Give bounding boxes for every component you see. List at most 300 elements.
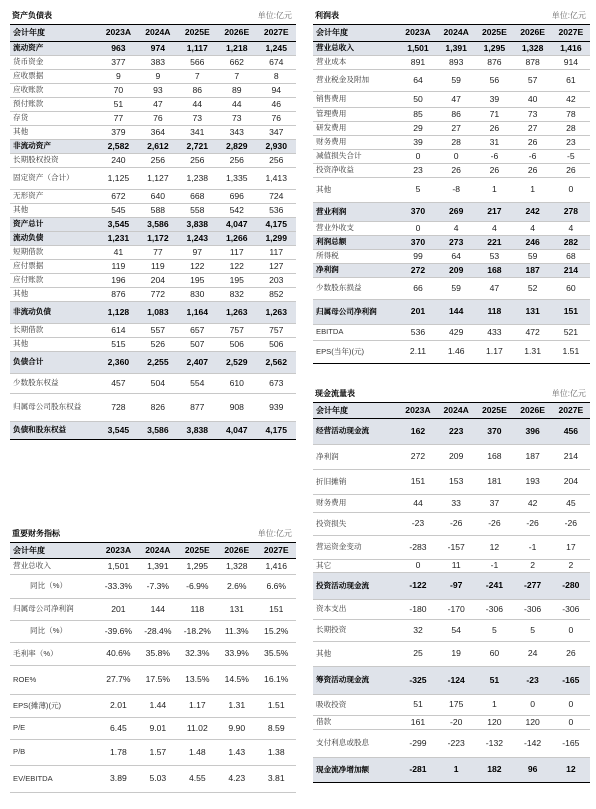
table-row [10,154,296,168]
cell-value: 4.23 [217,766,256,793]
table-row [313,264,590,278]
cell-value: 37 [475,495,513,513]
income-statement-panel [313,6,590,364]
cell-value: 27 [437,122,475,136]
cell-value: 3,586 [138,422,177,440]
cell-value: 175 [437,695,475,716]
table-row [10,246,296,260]
row-label: 少数股东权益 [10,374,99,394]
cell-value: 278 [552,203,590,222]
cell-value: -306 [514,600,552,620]
cell-value: 117 [256,246,296,260]
row-label: 资本支出 [313,600,399,620]
header-year: 2027E [256,543,296,559]
table-row [313,667,590,695]
cell-value: 73 [514,108,552,122]
cell-value: -6 [514,150,552,164]
cell-value: 893 [437,56,475,70]
cell-value: 204 [138,274,177,288]
table-row [313,716,590,730]
cell-value: 2,721 [178,140,217,154]
cell-value: 59 [437,70,475,92]
cell-value: 504 [138,374,177,394]
cell-value: 193 [514,470,552,495]
cell-value: 42 [514,495,552,513]
table-row [313,203,590,222]
header-label: 会计年度 [10,25,99,42]
row-label: 其他 [10,338,99,352]
cell-value: 26 [552,642,590,667]
row-label: 长期投资 [313,620,399,642]
row-label: EV/EBITDA [10,766,99,793]
cell-value: 52 [514,278,552,300]
cell-value: 214 [552,445,590,470]
cell-value: 3,545 [99,422,138,440]
cell-value: 26 [475,122,513,136]
cell-value: 506 [217,338,256,352]
cell-value: 370 [399,203,437,222]
financial-ratios-title: 重要财务指标 [12,529,60,538]
row-label: 其它 [313,560,399,573]
table-row [10,666,296,695]
cell-value: 46 [256,98,296,112]
cell-value: -26 [514,513,552,536]
row-label: 归属母公司净利润 [10,599,99,621]
cell-value: 364 [138,126,177,140]
cell-value: 6.6% [256,575,296,599]
cell-value: 852 [256,288,296,302]
cell-value: 256 [138,154,177,168]
row-label: 折旧摊销 [313,470,399,495]
cell-value: 908 [217,394,256,422]
cell-value: 0 [552,716,590,730]
cell-value: 2.01 [99,695,138,718]
cell-value: 1 [475,695,513,716]
row-label: 净利润 [313,445,399,470]
table-row [313,695,590,716]
cell-value: -241 [475,573,513,600]
cash-flow-table [313,402,590,783]
row-label: 固定资产（合计） [10,168,99,190]
header-year: 2024A [138,543,177,559]
cell-value: 557 [138,324,177,338]
header-year: 2023A [99,25,138,42]
cell-value: 51 [475,667,513,695]
cell-value: 26 [552,164,590,178]
cell-value: 31 [475,136,513,150]
cell-value: 1,335 [217,168,256,190]
cell-value: 209 [437,445,475,470]
cell-value: 891 [399,56,437,70]
cell-value: 54 [437,620,475,642]
cell-value: 1,413 [256,168,296,190]
table-row [313,178,590,203]
cell-value: 383 [138,56,177,70]
row-label: 应付票据 [10,260,99,274]
table-row [313,236,590,250]
cell-value: 246 [514,236,552,250]
cell-value: 153 [437,470,475,495]
balance-sheet-table [10,24,296,440]
cell-value: 724 [256,190,296,204]
cell-value: 1,164 [178,302,217,324]
cell-value: 2,930 [256,140,296,154]
cell-value: -306 [552,600,590,620]
cell-value: 17.5% [138,666,177,695]
cell-value: 1,328 [217,559,256,575]
cell-value: 672 [99,190,138,204]
row-label: 净利润 [313,264,399,278]
ratios-column-header [10,543,296,559]
cell-value: 151 [399,470,437,495]
cell-value: 168 [475,445,513,470]
cell-value: -23 [399,513,437,536]
row-label: 财务费用 [313,136,399,150]
cell-value: 16.1% [256,666,296,695]
cell-value: 1.51 [552,341,590,364]
cell-value: 8 [256,70,296,84]
cell-value: 0 [399,560,437,573]
cell-value: 1,245 [256,42,296,56]
cell-value: 1,501 [399,42,437,56]
income-statement-title: 利润表 [315,11,339,20]
cell-value: 558 [178,204,217,218]
cell-value: 17 [552,536,590,560]
cell-value: 7 [178,70,217,84]
row-label: 现金流净增加额 [313,758,399,783]
financial-ratios-unit: 单位:亿元 [257,529,292,538]
cell-value: 240 [99,154,138,168]
cell-value: 122 [217,260,256,274]
cell-value: 4 [514,222,552,236]
cell-value: 64 [437,250,475,264]
cell-value: 1,416 [256,559,296,575]
cell-value: 347 [256,126,296,140]
cell-value: -283 [399,536,437,560]
row-label: 营业外收支 [313,222,399,236]
cell-value: 96 [514,758,552,783]
cell-value: 963 [99,42,138,56]
cell-value: -132 [475,730,513,758]
table-row [10,374,296,394]
cell-value: -5 [552,150,590,164]
cell-value: 28 [437,136,475,150]
cell-value: -6 [475,150,513,164]
cell-value: 13.5% [178,666,217,695]
table-row [10,260,296,274]
row-label: P/E [10,718,99,740]
cell-value: 876 [99,288,138,302]
cell-value: 73 [178,112,217,126]
table-row [10,338,296,352]
balance-sheet-unit: 单位:亿元 [257,11,292,20]
cell-value: 3,838 [178,218,217,232]
cell-value: 201 [99,599,138,621]
row-label: 其他 [10,288,99,302]
cell-value: -306 [475,600,513,620]
cell-value: 11.02 [178,718,217,740]
cell-value: 3.89 [99,766,138,793]
table-row [10,126,296,140]
cell-value: 696 [217,190,256,204]
cell-value: 1,263 [217,302,256,324]
cell-value: 144 [437,300,475,325]
cell-value: 472 [514,325,552,341]
row-label: 应收账款 [10,84,99,98]
cell-value: 120 [475,716,513,730]
cell-value: 144 [138,599,177,621]
cell-value: 4.55 [178,766,217,793]
cell-value: 5 [399,178,437,203]
row-label: 流动负债 [10,232,99,246]
cell-value: -33.3% [99,575,138,599]
cell-value: -280 [552,573,590,600]
row-label: 负债和股东权益 [10,422,99,440]
cell-value: 256 [178,154,217,168]
cash-flow-title: 现金流量表 [315,389,355,398]
cell-value: 9.90 [217,718,256,740]
cell-value: 668 [178,190,217,204]
cell-value: 256 [217,154,256,168]
cell-value: 1,238 [178,168,217,190]
header-label: 会计年度 [313,403,399,419]
cell-value: 1,328 [514,42,552,56]
table-row [313,150,590,164]
table-row [10,621,296,643]
cell-value: 9 [99,70,138,84]
cell-value: 61 [552,70,590,92]
row-label: 预付账款 [10,98,99,112]
cell-value: -20 [437,716,475,730]
cell-value: 1,218 [217,42,256,56]
cell-value: 877 [178,394,217,422]
cell-value: 1.17 [178,695,217,718]
cell-value: 1.48 [178,740,217,766]
cell-value: 242 [514,203,552,222]
cell-value: 1,501 [99,559,138,575]
table-row [313,513,590,536]
cell-value: 2 [514,560,552,573]
cell-value: 826 [138,394,177,422]
row-label: 同比（%） [10,575,99,599]
cell-value: 187 [514,264,552,278]
cell-value: 772 [138,288,177,302]
table-row [313,419,590,445]
cell-value: 78 [552,108,590,122]
row-label: 归属母公司净利润 [313,300,399,325]
cell-value: 2,612 [138,140,177,154]
cell-value: -180 [399,600,437,620]
cell-value: 566 [178,56,217,70]
cell-value: 1,299 [256,232,296,246]
cell-value: 457 [99,374,138,394]
table-row [10,740,296,766]
cell-value: 27.7% [99,666,138,695]
income-statement-header [313,6,590,24]
cell-value: 0 [514,695,552,716]
table-row [313,278,590,300]
cell-value: 99 [399,250,437,264]
cell-value: 51 [399,695,437,716]
header-year: 2024A [437,25,475,42]
cell-value: 1,128 [99,302,138,324]
cell-value: 506 [256,338,296,352]
row-label: EPS(摊薄)(元) [10,695,99,718]
header-year: 2023A [399,403,437,419]
cell-value: 59 [514,250,552,264]
cell-value: 757 [256,324,296,338]
cell-value: 536 [399,325,437,341]
table-row [10,324,296,338]
table-row [10,422,296,440]
row-label: 营业总收入 [313,42,399,56]
table-row [313,56,590,70]
row-label: 货币资金 [10,56,99,70]
cell-value: 94 [256,84,296,98]
cell-value: 131 [217,599,256,621]
cell-value: 32.3% [178,643,217,666]
row-label: 财务费用 [313,495,399,513]
cell-value: 673 [256,374,296,394]
cell-value: 41 [99,246,138,260]
cell-value: 341 [178,126,217,140]
row-label: 少数股东损益 [313,278,399,300]
table-row [313,92,590,108]
row-label: 研发费用 [313,122,399,136]
row-label: 应收票据 [10,70,99,84]
cell-value: 12 [552,758,590,783]
table-row [313,445,590,470]
cell-value: 1.46 [437,341,475,364]
cell-value: 25 [399,642,437,667]
cell-value: 5.03 [138,766,177,793]
header-year: 2025E [178,543,217,559]
cell-value: 35.8% [138,643,177,666]
cell-value: 39 [399,136,437,150]
row-label: 非流动资产 [10,140,99,154]
cell-value: 914 [552,56,590,70]
cell-value: -122 [399,573,437,600]
cash-flow-panel [313,384,590,783]
cell-value: 521 [552,325,590,341]
row-label: 筹资活动现金流 [313,667,399,695]
cell-value: 0 [552,620,590,642]
cell-value: 89 [217,84,256,98]
table-row [10,575,296,599]
cell-value: -223 [437,730,475,758]
cell-value: -165 [552,730,590,758]
table-row [313,642,590,667]
cell-value: 3.81 [256,766,296,793]
cell-value: 2,529 [217,352,256,374]
cell-value: 1,416 [552,42,590,56]
cell-value: 1,391 [437,42,475,56]
row-label: 经营活动现金流 [313,419,399,445]
header-year: 2023A [399,25,437,42]
cell-value: -18.2% [178,621,217,643]
cell-value: 11 [437,560,475,573]
cell-value: -299 [399,730,437,758]
cell-value: 2,407 [178,352,217,374]
table-row [313,560,590,573]
row-label: 管理费用 [313,108,399,122]
row-label: ROE% [10,666,99,695]
header-year: 2024A [437,403,475,419]
cell-value: 86 [178,84,217,98]
cell-value: 26 [437,164,475,178]
cell-value: 757 [217,324,256,338]
row-label: 销售费用 [313,92,399,108]
row-label: 投资损失 [313,513,399,536]
cell-value: 429 [437,325,475,341]
cell-value: 86 [437,108,475,122]
cell-value: -6.9% [178,575,217,599]
cell-value: 662 [217,56,256,70]
table-row [10,559,296,575]
table-row [313,250,590,264]
cell-value: 1 [514,178,552,203]
cell-value: 8.59 [256,718,296,740]
cell-value: 44 [399,495,437,513]
cell-value: -1 [475,560,513,573]
cell-value: 610 [217,374,256,394]
header-year: 2027E [552,25,590,42]
cell-value: 118 [475,300,513,325]
cell-value: 878 [514,56,552,70]
cell-value: 195 [178,274,217,288]
income-statement-table [313,24,590,364]
cell-value: 5 [514,620,552,642]
cell-value: 1.17 [475,341,513,364]
header-year: 2027E [256,25,296,42]
cell-value: 187 [514,445,552,470]
cell-value: 2,360 [99,352,138,374]
cell-value: 1.38 [256,740,296,766]
table-row [313,495,590,513]
row-label: 投资活动现金流 [313,573,399,600]
cell-value: 830 [178,288,217,302]
cell-value: 47 [437,92,475,108]
cell-value: 640 [138,190,177,204]
cell-value: 118 [178,599,217,621]
cell-value: 56 [475,70,513,92]
cell-value: 545 [99,204,138,218]
cell-value: 26 [514,136,552,150]
row-label: 支付利息或股息 [313,730,399,758]
row-label: 短期借款 [10,246,99,260]
cell-value: 1,295 [178,559,217,575]
financial-ratios-table [10,542,296,793]
table-row [10,42,296,56]
financial-ratios-panel [10,524,296,793]
cell-value: 76 [256,112,296,126]
cell-value: 0 [552,695,590,716]
cell-value: 0 [552,178,590,203]
cell-value: 614 [99,324,138,338]
table-row [313,122,590,136]
cell-value: 2,829 [217,140,256,154]
row-label: 归属母公司股东权益 [10,394,99,422]
table-row [10,84,296,98]
header-year: 2023A [99,543,138,559]
cell-value: 3,545 [99,218,138,232]
table-row [313,300,590,325]
cell-value: 456 [552,419,590,445]
row-label: 长期借款 [10,324,99,338]
table-row [10,112,296,126]
cell-value: 1.51 [256,695,296,718]
cell-value: 27 [514,122,552,136]
